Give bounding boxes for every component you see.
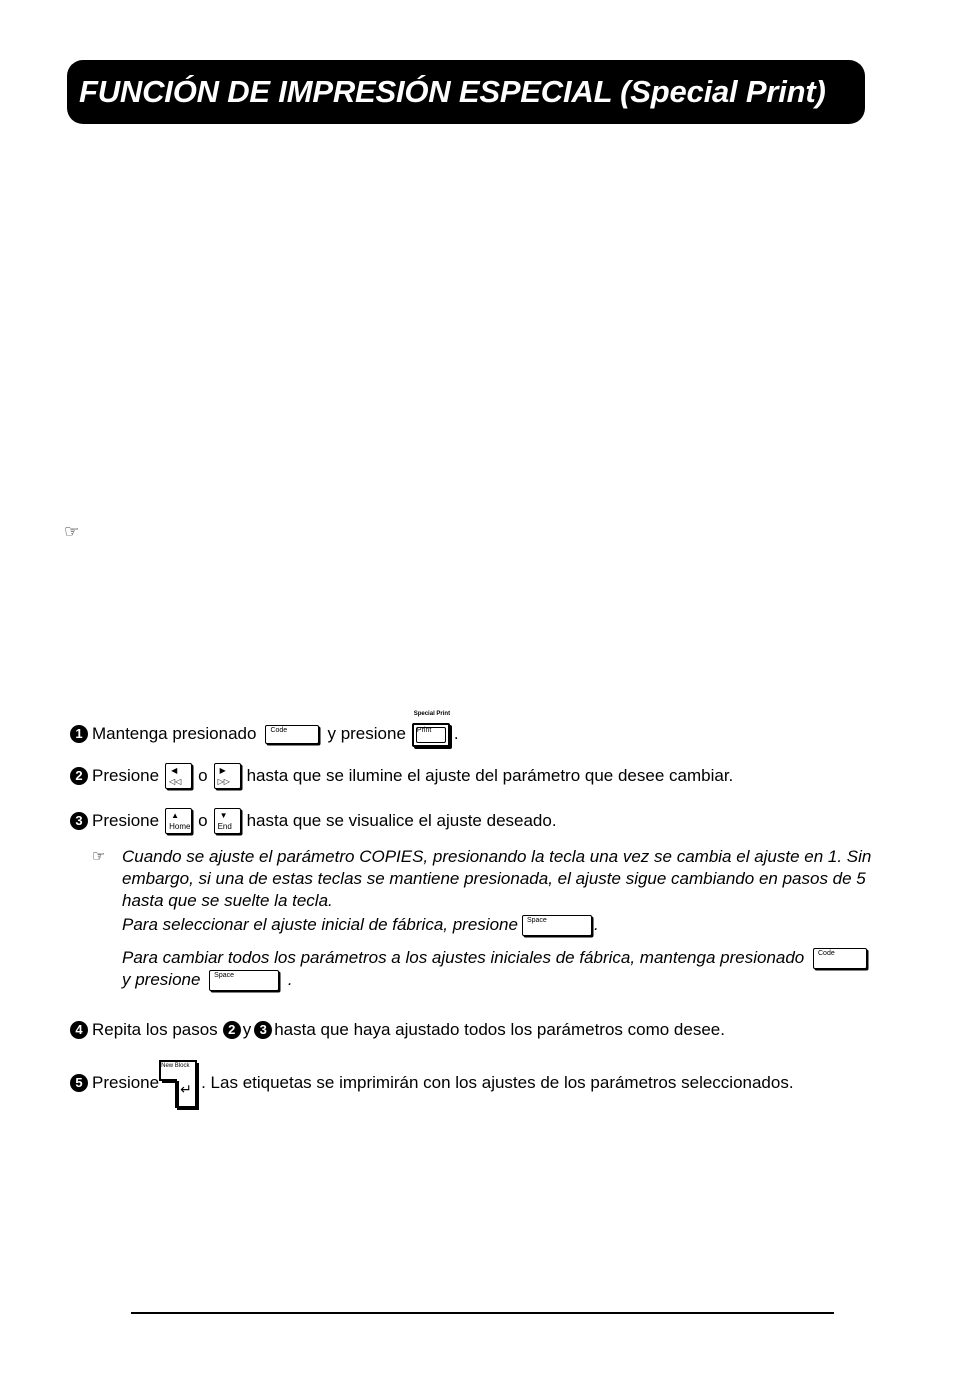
step-4 [70, 1019, 725, 1041]
space-key-icon: Space [522, 915, 592, 936]
note-block [92, 846, 882, 991]
cursor-left-key-icon: ◀ ◁◁ [165, 763, 192, 789]
step-text: Presione [92, 1073, 160, 1092]
step-number: 2 [70, 767, 88, 785]
pointing-hand-icon: ☞ [64, 522, 80, 541]
key-label: Code [270, 726, 288, 734]
step-text: hasta que haya ajustado todos los parámetros como desee. [274, 1020, 725, 1039]
step-text: hasta que se visualice el ajuste deseado. [246, 811, 557, 830]
cursor-down-end-key-icon: ▼ End [214, 808, 241, 834]
step-2 [70, 763, 733, 789]
step-text: . [453, 724, 459, 743]
section-title-bar [67, 60, 865, 124]
step-number: 1 [70, 725, 88, 743]
section-title: FUNCIÓN DE IMPRESIÓN ESPECIAL (Special Print) [79, 74, 826, 109]
note-paragraph: Para cambiar todos los parámetros a los ajustes iniciales de fábrica, mantenga presionado Code y presione Space . [122, 947, 882, 991]
note-paragraph: Cuando se ajuste el parámetro COPIES, presionando la tecla una vez se cambia el ajuste en 1. Sin embargo, si una de estas teclas se mantiene presionada, el ajuste sigue cambiando en pasos de 5 hasta que se suelte la tecla. [122, 847, 872, 910]
space-key-icon: Space [209, 970, 279, 991]
pointing-hand-icon: ☞ [92, 848, 106, 865]
key-top-label: Special Print [413, 711, 451, 717]
step-text: Mantenga presionado [92, 724, 257, 743]
step-text: Presione [92, 811, 160, 830]
cursor-up-home-key-icon: ▲ Home [165, 808, 192, 834]
footer-rule [131, 1312, 834, 1314]
step-number: 3 [254, 1021, 272, 1039]
step-number: 2 [223, 1021, 241, 1039]
step-text: o [198, 766, 208, 785]
step-5 [70, 1060, 794, 1106]
step-text: y [242, 1020, 252, 1039]
code-key-icon: Code [813, 948, 867, 969]
step-number: 5 [70, 1074, 88, 1092]
new-block-enter-key-icon: New Block ↵ [159, 1060, 197, 1106]
step-number: 3 [70, 812, 88, 830]
step-text: hasta que se ilumine el ajuste del parámetro que desee cambiar. [246, 766, 734, 785]
step-3 [70, 808, 557, 834]
step-number: 4 [70, 1021, 88, 1039]
step-text: Repita los pasos [92, 1020, 218, 1039]
note-paragraph: Para seleccionar el ajuste inicial de fábrica, presione Space . [122, 915, 599, 934]
step-text: Presione [92, 766, 160, 785]
key-label: Print [416, 727, 432, 734]
code-key-icon [265, 725, 319, 744]
cursor-right-key-icon: ▶ ▷▷ [214, 763, 241, 789]
step-text: y presione [327, 724, 406, 743]
print-key-icon [410, 711, 454, 751]
step-text: . Las etiquetas se imprimirán con los ajustes de los parámetros seleccionados. [201, 1073, 794, 1092]
step-1 [70, 711, 459, 751]
step-text: o [198, 811, 208, 830]
